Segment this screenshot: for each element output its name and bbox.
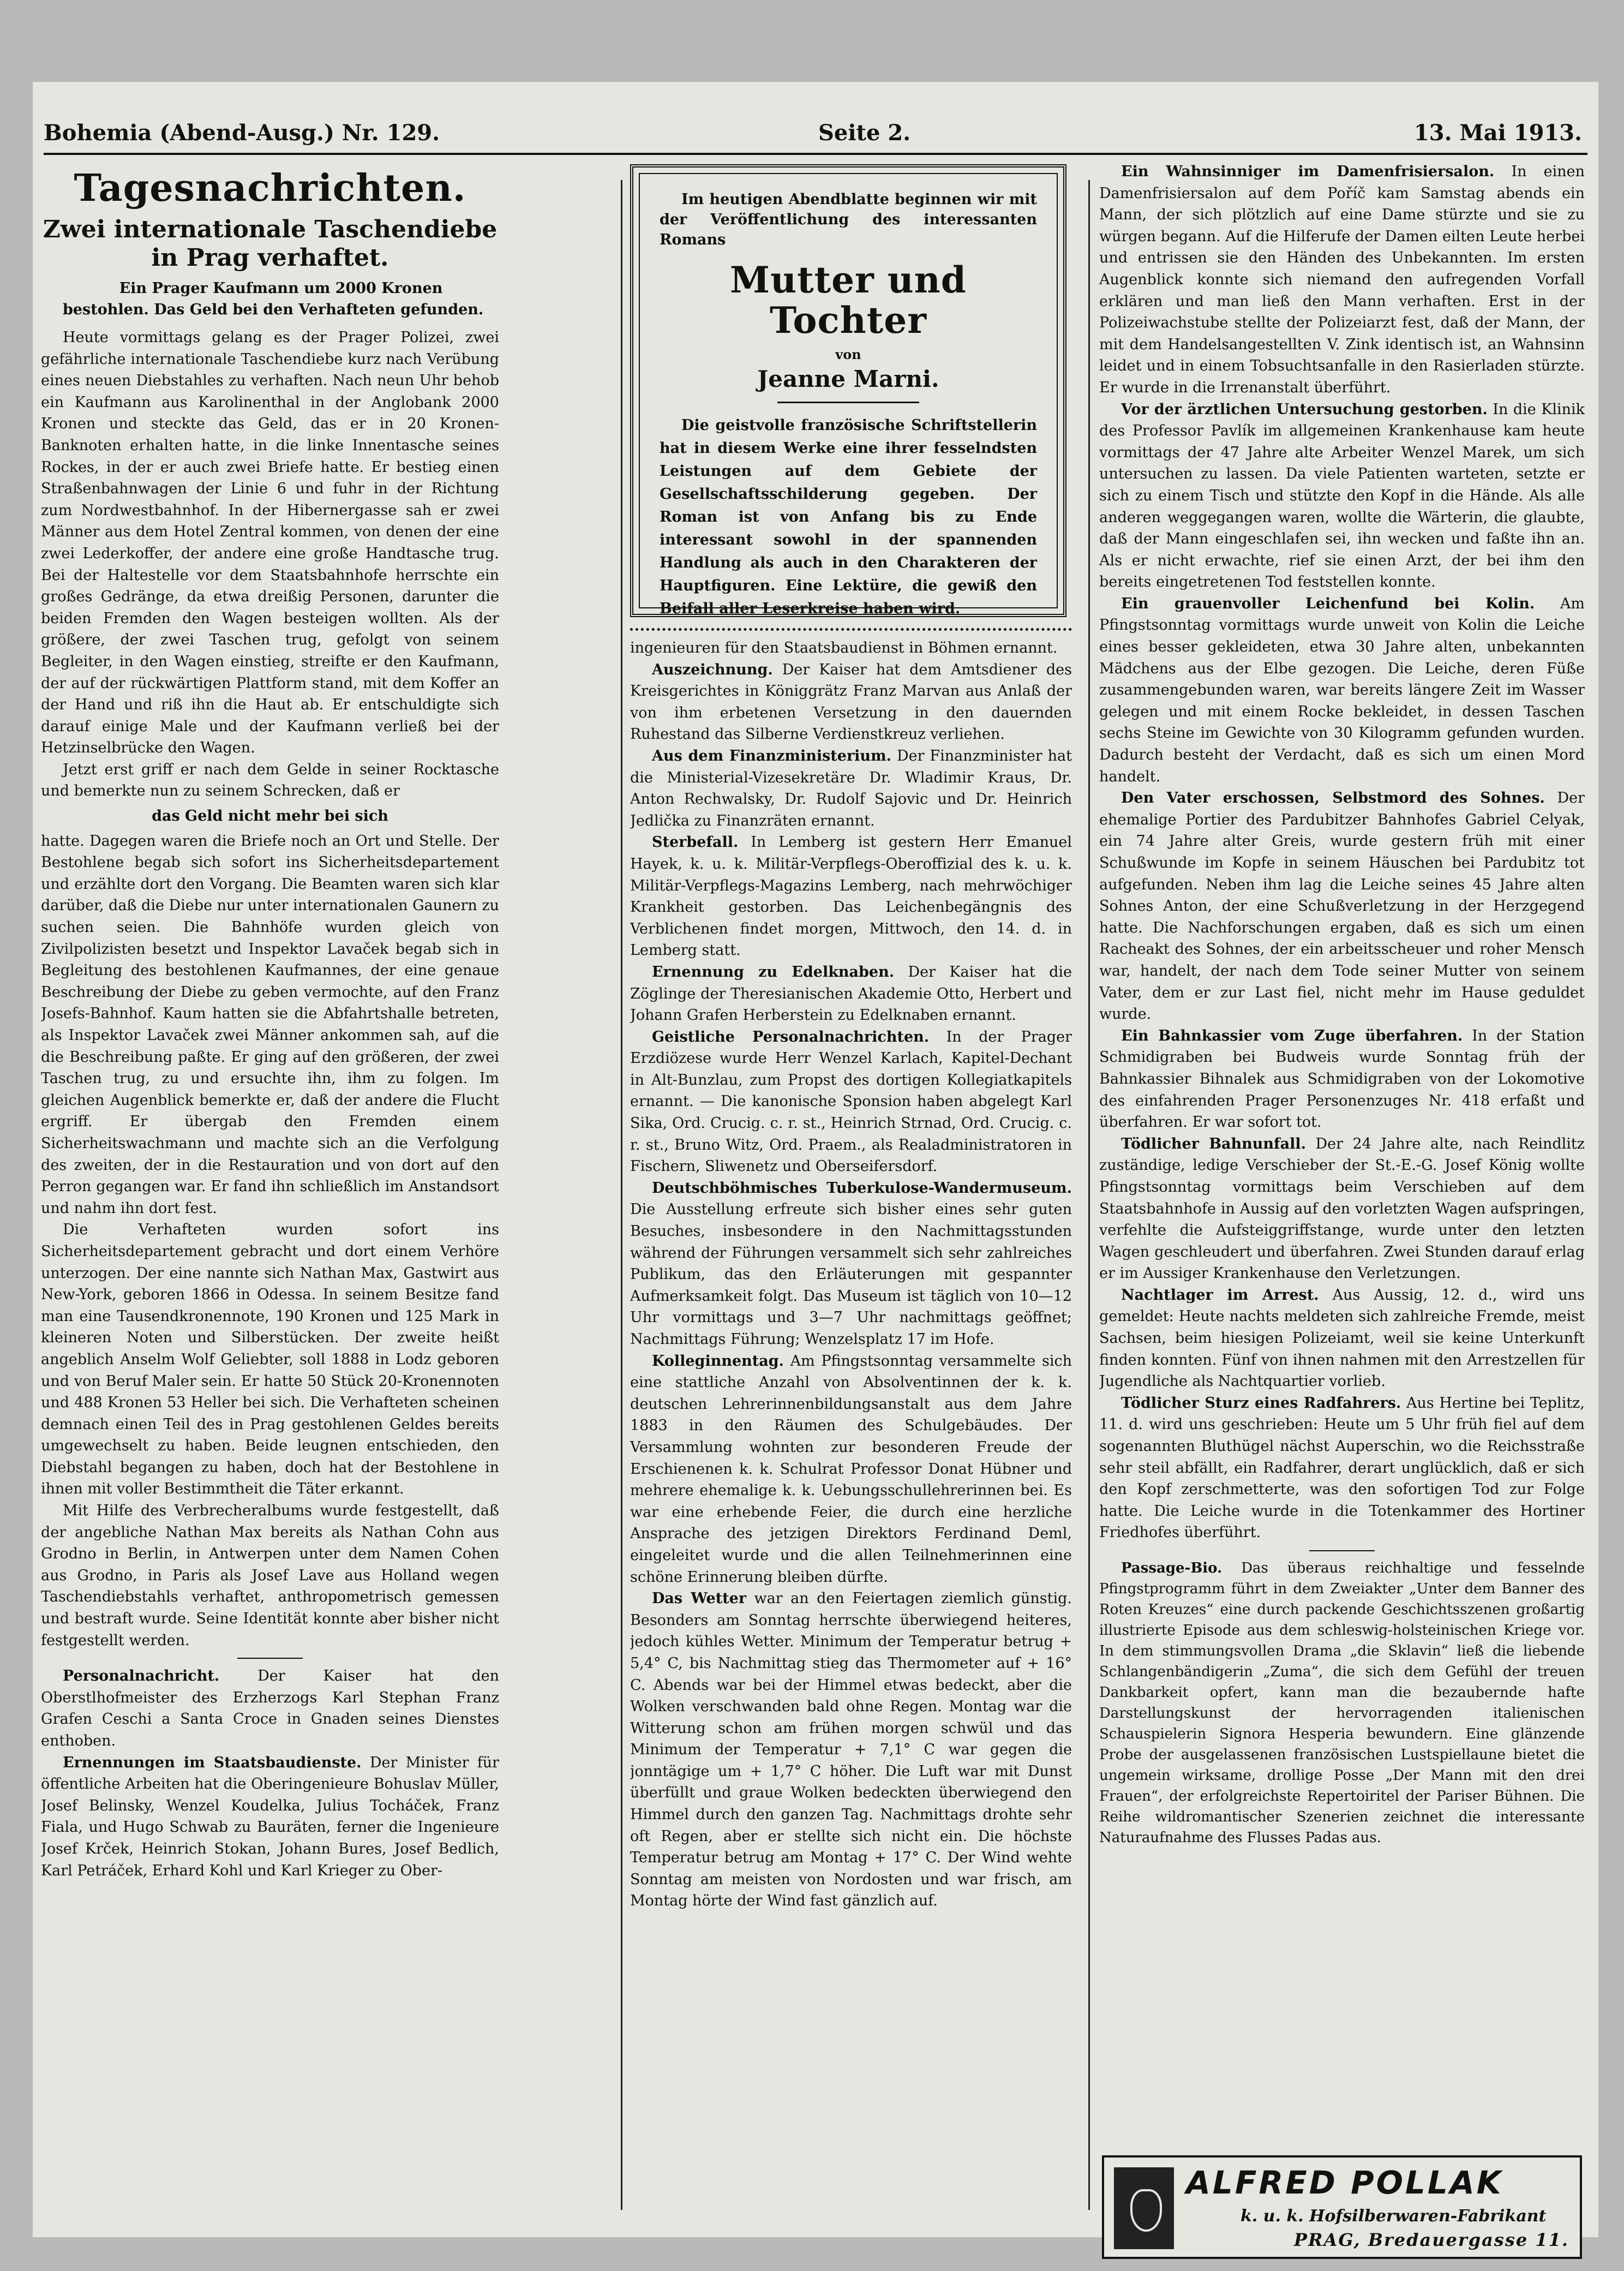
news-item-text: Aus Aussig, 12. d., wird uns gemeldet: Heute nachts meldeten sich zahlreiche Fremde, meist Sachsen, beim hiesigen Polizeiamt, weil sie keine Unterkunft finden konnten. Fünf von ihnen nahmen mit den Arrestzellen für Jugendliche als Nachtquartier vorlieb.	[1099, 1286, 1585, 1390]
news-item-heading: Nachtlager im Arrest.	[1121, 1286, 1319, 1304]
article-paragraph: Mit Hilfe des Verbrecheralbums wurde festgestellt, daß der angebliche Nathan Max bereits als Nathan Cohn aus Grodno in Berlin, in Antwerpen unter dem Namen Cohen aus Grodno, in Paris als Josef Lave aus Holland wegen Taschendiebstahls verhaftet, anthropometrisch gemessen und bestraft wurde. Seine Identität konnte aber bisher nicht festgestellt werden.	[41, 1502, 499, 1649]
news-item-heading: Ein Bahnkassier vom Zuge überfahren.	[1121, 1027, 1463, 1044]
news-item-heading: Geistliche Personalnachrichten.	[652, 1028, 930, 1045]
novel-title: Mutter und Tochter	[730, 259, 967, 342]
ad-address: PRAG, Bredauergasse 11.	[1293, 2230, 1569, 2250]
news-item	[41, 1665, 499, 1752]
news-item	[630, 1588, 1072, 1912]
header-masthead: Bohemia (Abend-Ausg.) Nr. 129.	[44, 120, 440, 146]
news-item-text: Der 24 Jahre alte, nach Reindlitz zuständige, ledige Verschieber der St.-E.-G. Josef König wollte Pfingstsonntag vormittags beim Verschieben auf dem Staatsbahnhofe in Aussig auf den vorletzten Wagen aufspringen, verfehlte die Aufsteiggriffstange, wurde unter den letzten Wagen geschleudert und überfahren. Zwei Stunden darauf erlag er im Aussiger Krankenhause den Verletzungen.	[1099, 1135, 1585, 1282]
ad-company-name: ALFRED POLLAK	[1186, 2164, 1503, 2201]
column-3	[1099, 161, 1585, 2229]
dotted-separator	[630, 628, 1072, 631]
news-item-heading: Personalnachricht.	[63, 1668, 220, 1685]
crest-icon	[1114, 2167, 1174, 2249]
news-item-text: Der Kaiser hat den Oberstlhofmeister des Erzherzogs Karl Stephan Franz Grafen Ceschi a Santa Croce in Gnaden seines Dienstes enthoben.	[41, 1668, 499, 1749]
news-item	[1099, 593, 1585, 787]
news-item	[630, 659, 1072, 745]
column-1	[41, 161, 499, 2229]
news-item-heading: Ernennungen im Staatsbaudienste.	[63, 1754, 362, 1771]
ad-tagline: k. u. k. Hofsilberwaren-Fabrikant	[1241, 2207, 1547, 2226]
article-emphasis-line: das Geld nicht mehr bei sich	[152, 808, 388, 825]
column-divider-2	[1088, 180, 1090, 2210]
news-item-text: Die Ausstellung erfreute sich bisher eines sehr guten Besuches, insbesondere in den Nachmittagsstunden während der Führungen versammelt sich sehr zahlreiches Publikum, das den Erläuterungen mit gespannter Aufmerksamkeit folgt. Das Museum ist täglich von 10—12 Uhr vormittags und 3—7 Uhr nachmittags geöffnet; Nachmittags Führung; Wenzelsplatz 17 im Hofe.	[630, 1201, 1072, 1348]
news-item-heading: Sterbefall.	[652, 834, 739, 851]
news-item-heading: Aus dem Finanzministerium.	[652, 747, 892, 764]
article-paragraph: Jetzt erst griff er nach dem Gelde in seiner Rocktasche und bemerkte nun zu seinem Schrecken, daß er	[41, 761, 499, 800]
novel-by-label: von	[835, 346, 861, 362]
news-item	[630, 961, 1072, 1026]
news-item-heading: Auszeichnung.	[652, 661, 773, 678]
news-item-text: In einen Damenfrisiersalon auf dem Poříč kam Samstag abends ein Mann, der sich plötzlich auf eine Dame stürzte und sie zu würgen begann. Auf die Hilferufe der Damen eilten Leute herbei und entrissen sie den Händen des Unbekannten. Im ersten Augenblick konnte sich niemand den aufregenden Vorfall erklären und man ließ den Mann verhaften. Erst in der Polizeiwachstube stellte der Polizeiarzt fest, daß der Mann, der mit dem Handelsangestellten V. Zink identisch ist, an Wahnsinn leidet und in einem Tobsuchtsanfalle in den Rasierladen stürzte. Er wurde in die Irrenanstalt überführt.	[1099, 163, 1585, 396]
news-item-heading: Das Wetter	[652, 1590, 747, 1607]
news-item	[1099, 161, 1585, 399]
article-paragraph: Heute vormittags gelang es der Prager Polizei, zwei gefährliche internationale Taschendiebe kurz nach Verübung eines neuen Diebstahles zu verhaften. Nach neun Uhr behob ein Kaufmann aus Karolinenthal in der Anglobank 2000 Kronen und steckte das Geld, das er in 20 Kronen-Banknoten erhalten hatte, in die linke Innentasche seines Rockes, in der er auch zwei Briefe hatte. Er bestieg einen Straßenbahnwagen der Linie 6 und fuhr in der Richtung zum Nordwestbahnhof. In der Hibernergasse sah er zwei Männer aus dem Hotel Zentral kommen, von denen der eine zwei Lederkoffer, der andere eine große Handtasche trug. Bei der Haltestelle vor dem Staatsbahnhofe herrschte ein großes Gedränge, da etwa dreißig Personen, darunter die beiden Fremden den Wagen besteigen wollten. Als der größere, der zwei Taschen trug, gefolgt von seinem Begleiter, in den Wagen einstieg, streifte er den Kaufmann, der auf der rückwärtigen Plattform stand, mit dem Koffer an der Hand und riß ihn die Haut ab. Er entschuldigte sich darauf einige Male und der Kaufmann verließ bei der Hetzinselbrücke den Wagen.	[41, 329, 499, 757]
news-item-text: Der ehemalige Portier des Pardubitzer Bahnhofes Gabriel Celyak, ein 74 Jahre alter Greis, wurde gestern früh mit einer Schußwunde im Kopfe in seinem Häuschen bei Pardubitz tot aufgefunden. Neben ihm lag die Leiche seines 45 Jahre alten Sohnes Anton, der eine Schußverletzung in der Herzgegend hatte. Die Nachforschungen ergaben, daß es sich um einen Racheakt des Sohnes, der ein arbeitsscheuer und roher Mensch war, handelt, der nach dem Tode seiner Mutter von seinem Vater, dem er zur Last fiel, nicht mehr im Hause geduldet wurde.	[1099, 790, 1585, 1023]
news-item-text: In die Klinik des Professor Pavlík im allgemeinen Krankenhause kam heute vormittags der 47 Jahre alte Arbeiter Wenzel Marek, um sich untersuchen zu lassen. Da viele Patienten warteten, setzte er sich zu einem Tisch und stützte den Kopf in die Hände. Als alle anderen weggegangen waren, wollte die Wärterin, die glaubte, daß der Mann eingeschlafen sei, ihn wecken und faßte ihn an. Als er nicht erwachte, rief sie einen Arzt, der bei ihm den bereits eingetretenen Tod feststellen konnte.	[1099, 401, 1585, 591]
news-item-heading: Vor der ärztlichen Untersuchung gestorben.	[1121, 401, 1488, 418]
news-item	[41, 1752, 499, 1882]
news-item-heading: Deutschböhmisches Tuberkulose-Wandermuseum.	[652, 1179, 1072, 1197]
news-item	[630, 745, 1072, 832]
novel-author: Jeanne Marni.	[757, 365, 939, 392]
header-rule	[44, 153, 1587, 155]
news-item	[1099, 1025, 1585, 1133]
header-page-number: Seite 2.	[818, 120, 911, 146]
news-item	[1099, 1558, 1585, 1848]
news-item-heading: Passage-Bio.	[1121, 1560, 1223, 1576]
news-item	[1099, 1133, 1585, 1284]
newspaper-page	[33, 82, 1598, 2250]
page-header	[33, 115, 1598, 153]
column-2	[630, 161, 1072, 2229]
novel-announcement-box	[630, 164, 1066, 617]
news-item	[1099, 399, 1585, 593]
news-item	[1099, 1284, 1585, 1393]
news-item-text: Am Pfingstsonntag versammelte sich eine stattliche Anzahl von Absolventinnen der k. k. deutschen Lehrerinnenbildungsanstalt aus dem Jahre 1883 in den Räumen des Schulgebäudes. Der Versammlung wohnten zur besonderen Freude der Erschienenen k. k. Schulrat Professor Donat Hübner und mehrere ehemalige k. k. Uebungsschullehrerinnen bei. Es war eine erhebende Feier, die durch eine herzliche Ansprache des jetzigen Direktors Ferdinand Deml, eingeleitet wurde und die allen Teilnehmerinnen eine schöne Erinnerung bleiben dürfte.	[630, 1352, 1072, 1586]
header-date: 13. Mai 1913.	[1413, 120, 1582, 146]
separator	[1309, 1550, 1375, 1551]
news-item-heading: Tödlicher Bahnunfall.	[1121, 1135, 1307, 1152]
news-item	[630, 832, 1072, 961]
news-item-text: In Lemberg ist gestern Herr Emanuel Hayek, k. u. k. Militär-Verpflegs-Oberoffizial des k. u. k. Militär-Verpflegs-Magazins Lemberg, nach mehrwöchiger Krankheit gestorben. Das Leichenbegängnis des Verblichenen findet morgen, Mittwoch, den 14. d. in Lemberg statt.	[630, 834, 1072, 959]
news-item-text: Am Pfingstsonntag vormittags wurde unweit von Kolin die Leiche eines besser gekleideten, etwa 30 Jahre alten, unbekannten Mädchens aus der Elbe gezogen. Die Leiche, deren Füße zusammengebunden waren, war bereits längere Zeit im Wasser gelegen und mit einem Rocke bekleidet, in dessen Taschen sechs Steine im Gewichte von 30 Kilogramm gefunden wurden. Dadurch besteht der Verdacht, daß es sich um einen Mord handelt.	[1099, 595, 1585, 785]
news-item-text: Aus Hertine bei Teplitz, 11. d. wird uns geschrieben: Heute um 5 Uhr früh fiel auf dem sogenannten Bluthügel nächst Auperschin, wo die Reichsstraße sehr steil abfällt, ein Radfahrer, derart unglücklich, daß er sich den Kopf zerschmetterte, was den sofortigen Tod zur Folge hatte. Die Leiche wurde in die Totenkammer des Hortiner Friedhofes überführt.	[1099, 1394, 1585, 1541]
article-subline: Ein Prager Kaufmann um 2000 Kronen	[119, 280, 443, 297]
news-item-heading: Ein Wahnsinniger im Damenfrisiersalon.	[1121, 163, 1495, 180]
news-item-text: In der Station Schmidigraben bei Budweis wurde Sonntag früh der Bahnkassier Bihnalek aus Schmidigraben von der Lokomotive des einfahrenden Prager Personenzuges Nr. 418 erfaßt und überfahren. Er war sofort tot.	[1099, 1027, 1585, 1131]
article-paragraph: ingenieuren für den Staatsbaudienst in Böhmen ernannt.	[630, 640, 1058, 656]
news-item-text: Der Kaiser hat dem Amtsdiener des Kreisgerichtes in Königgrätz Franz Marvan aus Anlaß der von ihm erbetenen Versetzung in den dauernden Ruhestand das Silberne Verdienstkreuz verliehen.	[630, 661, 1072, 743]
announcement-intro: Im heutigen Abendblatte beginnen wir mit der Veröffentlichung des interessanten Romans	[660, 191, 1037, 248]
advertisement-pollak	[1102, 2155, 1582, 2259]
article-headline: Zwei internationale Taschendiebe in Prag verhaftet.	[43, 216, 498, 272]
news-item	[630, 1178, 1072, 1350]
separator	[237, 1658, 303, 1659]
article-paragraph: Die Verhafteten wurden sofort ins Sicherheitsdepartement gebracht und dort einem Verhöre unterzogen. Der eine nannte sich Nathan Max, Gastwirt aus New-York, geboren 1866 in Odessa. In seinem Besitze fand man eine Tausendkronennote, 190 Kronen und 125 Mark in kleineren Noten und Silberstücken. Der zweite heißt angeblich Anselm Wolf Geliebter, soll 1888 in Lodz geboren und von Beruf Maler sein. Er hatte 50 Stück 20-Kronennoten und 488 Kronen 53 Heller bei sich. Die Verhafteten scheinen demnach einen Teil des in Prag gestohlenen Geldes bereits umgewechselt zu haben. Beide leugnen entschieden, den Diebstahl begangen zu haben, doch hat der Bestohlene in ihnen mit voller Bestimmtheit die Täter erkannt.	[41, 1221, 499, 1498]
news-item-heading: Kolleginnentag.	[652, 1352, 784, 1370]
news-item	[630, 1026, 1072, 1178]
news-item-text: In der Prager Erzdiözese wurde Herr Wenzel Karlach, Kapitel-Dechant in Alt-Bunzlau, zum Propst des dortigen Kollegiatkapitels ernannt. — Die kanonische Sponsion haben abgelegt Karl Sika, Ord. Crucig. c. r. st., Heinrich Strnad, Ord. Crucig. c. r. st., Bruno Witz, Ord. Praem., als Realadministratoren in Fischern, Sliwenetz und Oberseifersdorf.	[630, 1028, 1072, 1175]
news-item-text: Das überaus reichhaltige und fesselnde Pfingstprogramm führt in dem Zweiakter „Unter dem Banner des Roten Kreuzes“ eine durch packende Geschichtsszenen großartig illustrierte Episode aus dem schleswig-holsteinischen Kriege vor. In dem stimmungsvollen Drama „die Sklavin“ ließ die liebende Schlangenbändigerin „Zuma“, die sich dem Gefühl der treuen Dankbarkeit opfert, kann man die bezaubernde hafte Darstellungskunst der hervorragenden italienischen Schauspielerin Signora Hesperia bewundern. Eine glänzende Probe der ausgelassenen französischen Lustspiellaune bietet die ungemein wirksame, drollige Posse „Der Mann mit den drei Frauen“, der erfolgreichste Repertoiritel der Pariser Bühnen. Die Reihe wildromantischer Szenerien zeichnet die interessante Naturaufnahme des Flusses Padas aus.	[1099, 1560, 1585, 1846]
news-item-heading: Tödlicher Sturz eines Radfahrers.	[1121, 1394, 1401, 1412]
novel-description: Die geistvolle französische Schriftstellerin hat in diesem Werke eine ihrer fesselndsten Leistungen auf dem Gebiete der Gesellschaftsschilderung gegeben. Der Roman ist von Anfang bis zu Ende interessant sowohl in der spannenden Handlung als auch in den Charakteren der Hauptfiguren. Eine Lektüre, die gewiß den Beifall aller Leserkreise haben wird.	[660, 416, 1037, 617]
news-item-heading: Den Vater erschossen, Selbstmord des Sohnes.	[1121, 790, 1545, 807]
news-item-heading: Ein grauenvoller Leichenfund bei Kolin.	[1121, 595, 1535, 612]
article-subline-2: bestohlen. Das Geld bei den Verhafteten gefunden.	[63, 301, 484, 318]
news-item-text: Der Minister für öffentliche Arbeiten hat die Oberingenieure Bohuslav Müller, Josef Belinsky, Wenzel Koudelka, Julius Tocháček, Franz Fiala, und Hugo Schwab zu Bauräten, ferner die Ingenieure Josef Krček, Heinrich Stokan, Johann Bures, Josef Bedlich, Karl Petráček, Erhard Kohl und Karl Krieger zu Ober-	[41, 1754, 499, 1879]
section-title: Tagesnachrichten.	[74, 166, 466, 210]
news-item-text: Der Finanzminister hat die Ministerial-Vizesekretäre Dr. Wladimir Kraus, Dr. Anton Rechwalsky, Dr. Rudolf Sajovic und Dr. Heinrich Jedlička zu Finanzräten ernannt.	[630, 747, 1072, 829]
article-paragraph: hatte. Dagegen waren die Briefe noch an Ort und Stelle. Der Bestohlene begab sich sofort ins Sicherheitsdepartement und erzählte dort den Vorgang. Die Beamten waren sich klar darüber, daß die Diebe nur unter internationalen Gaunern zu suchen seien. Die Bahnhöfe wurden gleich von Zivilpolizisten besetzt und Inspektor Lavaček begab sich in Begleitung des bestohlenen Kaufmannes, der eine genaue Beschreibung der Diebe zu geben vermochte, auf den Franz Josefs-Bahnhof. Kaum hatten sie die Abfahrtshalle betreten, als Inspektor Lavaček zwei Männer ankommen sah, auf die die Beschreibung paßte. Er ging auf den größeren, der zwei Taschen trug, zu und ersuchte ihn, ihm zu folgen. Im gleichen Augenblick bemerkte er, daß der andere die Flucht ergriff. Er übergab den Fremden einem Sicherheitswachmann und machte sich an die Verfolgung des zweiten, der in die Restauration und von dort auf den Perron gegangen war. Er fand ihn schließlich im Anstandsort und nahm ihn dort fest.	[41, 832, 499, 1217]
news-item-text: Der Kaiser hat die Zöglinge der Theresianischen Akademie Otto, Herbert und Johann Grafen Herberstein zu Edelknaben ernannt.	[630, 963, 1072, 1024]
news-item	[1099, 787, 1585, 1025]
box-inner-frame	[639, 173, 1058, 608]
column-divider-1	[621, 180, 622, 2210]
news-item-text: war an den Feiertagen ziemlich günstig. Besonders am Sonntag herrschte überwiegend heiteres, jedoch kühles Wetter. Minimum der Temperatur betrug + 5,4° C, bis Nachmittag stieg das Thermometer auf + 16° C. Abends war bei der Himmel etwas bedeckt, aber die Wolken verschwanden bald ohne Regen. Montag war die Witterung schon am frühen morgen schwül und das Minimum der Temperatur + 7,1° C war gegen die jonntägige um + 1,7° C höher. Die Luft war mit Dunst überfüllt und graue Wolken bedeckten überwiegend den Himmel durch den ganzen Tag. Nachmittags drohte sehr oft Regen, aber er stellte sich nicht ein. Die höchste Temperatur betrug am Montag + 17° C. Der Wind wehte Sonntag am meisten von Nordosten und war frisch, am Montag hörte der Wind fast gänzlich auf.	[630, 1590, 1072, 1910]
news-item	[630, 1350, 1072, 1588]
news-item	[1099, 1393, 1585, 1544]
news-item-heading: Ernennung zu Edelknaben.	[652, 963, 895, 981]
